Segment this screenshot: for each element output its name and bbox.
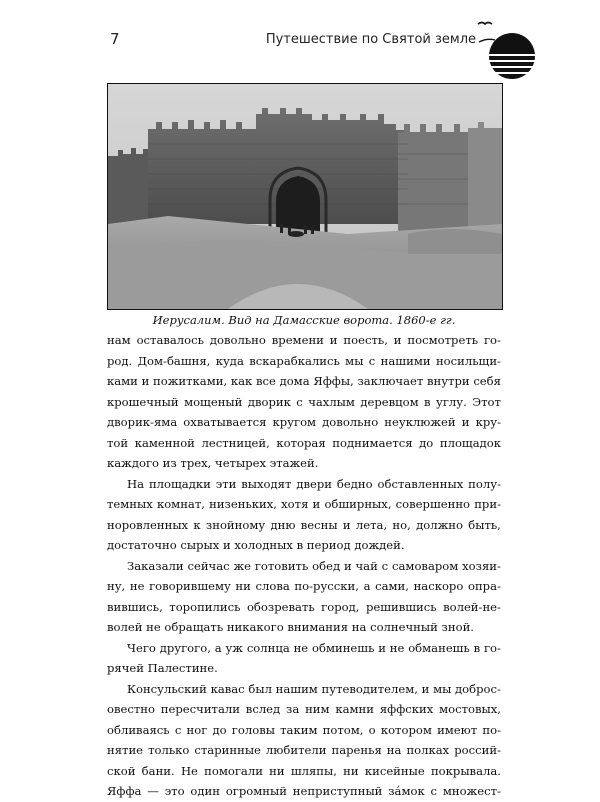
- text-line: волей не обращать никакого внимания на солнечный зной.: [107, 620, 474, 634]
- text-line: ской бани. Не помогали ни шляпы, ни кисейные покрывала.: [107, 763, 501, 778]
- text-line: обливаясь с ног до головы таким потом, о котором имеют по-: [107, 722, 501, 737]
- body-text: [107, 330, 501, 802]
- page-number: 7: [110, 30, 120, 48]
- text-line: каждого из трех, четырех этажей.: [107, 456, 319, 470]
- text-line: нятие только старинные любители паренья на полках россий-: [107, 743, 501, 757]
- running-title: Путешествие по Святой земле: [265, 32, 476, 47]
- text-line: род. Дом-башня, куда вскарабкались мы с нашими носильщи-: [107, 353, 501, 368]
- text-line: норовленных к знойному дню весны и лета, но, должно быть,: [107, 517, 501, 532]
- text-line: достаточно сырых и холодных в период дождей.: [107, 538, 405, 552]
- text-line: Чего другого, а уж солнца не обминешь и не обманешь в го-: [127, 640, 501, 655]
- text-line: крошечный мощеный дворик с чахлым деревцом в углу. Этот: [107, 394, 501, 409]
- text-line: Яффа — это один огромный неприступный зáмок с множест-: [107, 784, 501, 798]
- text-line: Консульский кавас был нашим путеводителем, и мы доброс-: [127, 681, 501, 696]
- text-line: дворик-яма охватывается кругом довольно неуклюжей и кру-: [107, 415, 501, 429]
- photo-caption: Иерусалим. Вид на Дамасские ворота. 1860-е гг.: [152, 313, 456, 327]
- sunset-bird-emblem-icon: [476, 14, 536, 80]
- text-line: темных комнат, низеньких, хотя и обширных, совершенно при-: [107, 497, 501, 511]
- text-line: На площадки эти выходят двери бедно обставленных полу-: [127, 476, 501, 491]
- text-line: овестно пересчитали вслед за ним камни яффских мостовых,: [107, 702, 501, 716]
- text-line: вившись, торопились обозревать город, решившись волей-не-: [107, 599, 501, 614]
- text-line: Заказали сейчас же готовить обед и чай с самоваром хозяи-: [127, 558, 501, 573]
- text-line: ками и пожитками, как все дома Яффы, заключает внутри себя: [107, 374, 501, 388]
- text-line: ну, не говорившему ни слова по-русски, а сами, наскоро опра-: [107, 579, 501, 593]
- text-line: нам оставалось довольно времени и поесть, и посмотреть го-: [107, 333, 501, 347]
- damascus-gate-photo: [107, 83, 503, 310]
- text-line: рячей Палестине.: [107, 661, 218, 675]
- text-line: той каменной лестницей, которая поднимается до площадок: [107, 435, 501, 450]
